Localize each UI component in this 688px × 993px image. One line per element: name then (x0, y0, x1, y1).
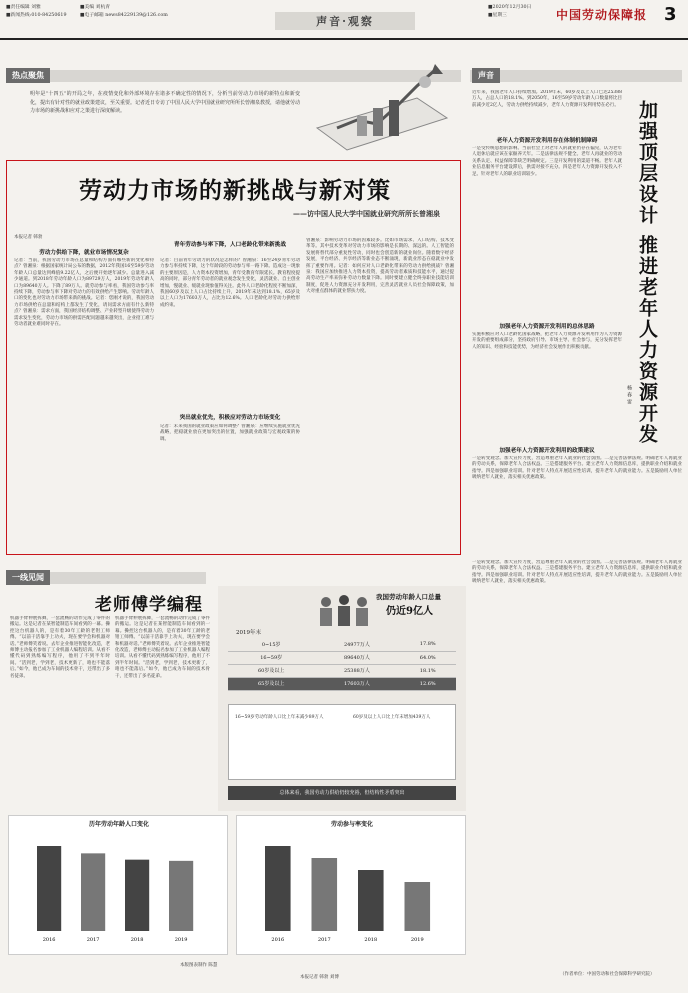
compare-right: 60岁及以上人口比上年末增加439万人 (353, 715, 431, 720)
hot-topic-label: 热点聚焦 (6, 68, 50, 83)
chart-bar (81, 853, 105, 931)
row-label: 65岁及以上 (228, 677, 314, 690)
frontline-label: 一线见闻 (6, 570, 50, 585)
chart-tick-label: 2017 (317, 937, 331, 943)
designer-line: ■美编 刘杭青 (80, 5, 111, 10)
chart-bar (405, 882, 431, 931)
col3-text: 曾湘泉：影响劳动力市场的因素较多。比如市场需求、人口结构、技术变革等。其中技术变革对劳动力市场的影响是长期的、深远的。人工智能的发展将替代部分重复性劳动，同时也会创造新的就业岗位。随着数字经济发展，平台经济、共享经济等新业态不断涌现，新就业形态在稳就业中发挥了重要作用。记者：如何应对人口老龄化带来的劳动力供给挑战？曾湘泉：我国应加快推进人力资本投资，提高劳动者素质和技能水平，通过提高劳动生产率来弥补劳动力数量下降。同时要建立健全终身职业技能培训制度，促进人力资源充分开发利用，完善灵活就业人员社会保障政策，加大对重点群体的就业帮扶力度。 (306, 238, 454, 295)
infographic-title: 我国劳动年龄人口总量 (376, 593, 441, 601)
chart-bar (265, 846, 291, 931)
sound-source: （作者单位：中国劳动和社会保障科学研究院） (560, 972, 655, 977)
sound-h3: 加强老年人力资源开发利用的政策建议 (499, 448, 595, 454)
table-row (228, 638, 456, 651)
chart-left (8, 815, 228, 955)
row-pct: 64.0% (399, 651, 456, 664)
table-row (228, 677, 456, 690)
chart-tick-label: 2016 (42, 937, 56, 943)
row-label: 16~59岁 (228, 651, 314, 664)
row-pct: 18.1% (399, 664, 456, 677)
col2-text-b: 记者：未来我国的就业政策应如何调整？曾湘泉：应继续实施就业优先战略，把稳就业放在更加突出的位置，加强就业政策与宏观政策的协调。 (160, 424, 300, 442)
col1-heading: 劳动力供给下降，就业市场情况复杂 (39, 250, 129, 256)
sound-body2: 实施积极应对人口老龄化国家战略，把老年人力资源开发利用作为人力资源开发的重要组成部分，坚持政府引导、市场主导、社会参与，充分发挥老年人的知识、经验和技能优势，为经济社会发展作出积极贡献。 (472, 332, 622, 350)
chart-bar (37, 846, 61, 931)
col1-text: 记者：当前，我国劳动力市场在总量和结构方面有哪些新的变化和特点？曾湘泉：根据国家统计局公布的数据，2012年我国16至59岁劳动年龄人口总量达到峰值9.22亿人，之后便开始逐年减少。总量进入减少通道。到2018年劳动年龄人口为89729万人，2019年劳动年龄人口为89640万人。下降了89万人。就劳动参与率看，我国劳动参与率持续下降，劳动参与率下降对劳动力的有效供给产生影响。劳动年龄人口的变化也对劳动力市场带来新的挑战。记者：您刚才说的，我国劳动力市场供给在总量和结构上都发生了变化，请问需求方面有什么新特点？曾湘泉：需求方面，我国经济结构调整、产业转型升级使得劳动力需求发生变化，劳动力市场的供需匹配问题越来越突出，企业招工难与劳动者就业难同时存在。 (14, 258, 154, 328)
row-pct: 12.6% (399, 677, 456, 690)
chart-left-svg (17, 834, 221, 949)
newspaper-name: 中国劳动保障报 (556, 8, 648, 22)
email-line: ■电子邮箱 news84229139@126.com (80, 13, 168, 18)
row-value: 89640万人 (314, 651, 399, 664)
chart-right (236, 815, 466, 955)
infographic (218, 586, 466, 811)
age-table (228, 638, 456, 691)
sound-intro: 近年来，我国老年人口持续增加。2019年末，60岁及以上人口已达25388万人，占总人口的18.1%。到2050年，16至59岁劳动年龄人口数量将比目前减少近2亿人，劳动力供给持续减少，老年人力资源开发利用势在必行。 (472, 90, 622, 108)
row-label: 60岁及以上 (228, 664, 314, 677)
footer-left: 本报记者 韩勃 刘博 (300, 975, 339, 980)
frontline-body-col2: 机器手臂伸展挥舞，一套流畅的动作完成了零件的搬运。这是记者在某智能制造车间看到的一幕。操控这台机器人的，是有着30年工龄的老钳工师傅。“以前干活靠手上功夫，现在要学会和机器对话。”老师傅笑着说。去年企业推进智能化改造，老师傅主动报名参加了工业机器人编程培训。从看不懂代码到熟练编写程序，他用了不到半年时间。“活到老，学到老，技术更新了，咱也不能落后。”如今，他已成为车间的技术骨干，还带出了多名徒弟。 (115, 616, 210, 679)
sound-body3-cont: 一是转变观念。加大宣传力度，营造尊重老年人就业的社会氛围。二是完善法律法规。明确老年人再就业的劳动关系，保障老年人合法权益。三是搭建服务平台。建立老年人力资源信息库，提供职业介绍和就业指导。四是加强职业培训。针对老年人特点开展适应性培训，提升老年人的就业能力。五是鼓励用人单位吸纳老年人就业，落实相关优惠政策。 (472, 560, 682, 585)
vertical-author: 杨春雷 (626, 385, 632, 406)
sound-label: 声音 (472, 68, 500, 83)
article-subtitle: ——访中国人民大学中国就业研究所所长曾湘泉 (293, 209, 440, 218)
sound-body3: 一是转变观念。加大宣传力度，营造尊重老年人就业的社会氛围。二是完善法律法规。明确老年人再就业的劳动关系，保障老年人合法权益。三是搭建服务平台。建立老年人力资源信息库，提供职业介绍和就业指导。四是加强职业培训。针对老年人特点开展适应性培训，提升老年人的就业能力。五是鼓励用人单位吸纳老年人就业，落实相关优惠政策。 (472, 456, 682, 481)
table-row (228, 651, 456, 664)
frontline-body-col1: 机器手臂伸展挥舞，一套流畅的动作完成了零件的搬运。这是记者在某智能制造车间看到的一幕。操控这台机器人的，是有着30年工龄的老钳工师傅。“以前干活靠手上功夫，现在要学会和机器对话。”老师傅笑着说。去年企业推进智能化改造，老师傅主动报名参加了工业机器人编程培训。从看不懂代码到熟练编写程序，他用了不到半年时间。“活到老，学到老，技术更新了，咱也不能落后。”如今，他已成为车间的技术骨干，还带出了多名徒弟。 (10, 616, 110, 679)
growth-chart-icon (307, 58, 457, 156)
footer-right: 本版图表制作 陈慧 (180, 963, 218, 968)
row-value: 17603万人 (314, 677, 399, 690)
infographic-title2: 仍近9亿人 (386, 606, 433, 617)
infographic-note: 总体来看，我国劳动力供给仍较充裕，但结构性矛盾突出 (228, 786, 456, 800)
sound-h2: 加强老年人力资源开发利用的总体思路 (499, 324, 595, 330)
editor-line: ■责任编辑 刘雅 (6, 5, 41, 10)
vertical-title: 加强顶层设计 推进老年人力资源开发 (636, 100, 658, 445)
chart-tick-label: 2019 (174, 937, 188, 943)
chart-bar (312, 858, 338, 931)
col2-heading: 青年劳动参与率下降，人口老龄化带来新挑战 (174, 242, 286, 248)
row-label: 0~15岁 (228, 638, 314, 651)
chart-bar (358, 870, 384, 931)
row-value: 24977万人 (314, 638, 399, 651)
sound-bar (470, 70, 682, 82)
chart-tick-label: 2019 (410, 937, 424, 943)
chart-tick-label: 2017 (86, 937, 100, 943)
chart-right-title: 劳动参与率变化 (330, 821, 373, 828)
crowd-icon (314, 590, 374, 630)
table-row (228, 664, 456, 677)
compare-left: 16~59岁劳动年龄人口比上年末减少89万人 (235, 715, 324, 720)
article-byline: 本报记者 韩勃 (14, 235, 43, 240)
col2-text: 记者：目前青年劳动力的状况是怎样的？曾湘泉：16至24岁青年劳动力参与率持续下降，这个年龄段的劳动参与率一路下降。造成这一现象的主要原因是，人力资本投资增加，青年受教育年限延长。教育程度提高的同时，部分青年劳动者的就业观念发生变化，灵活就业、自主创业增加，慢就业、缓就业现象值得关注。此外人口老龄化程度不断加深，我国60岁及以上人口占比持续上升，2019年末达到18.1%，65岁及以上人口为17603万人，占比为12.6%。人口老龄化对劳动力供给形成约束。 (160, 258, 300, 308)
sound-body1: 一是受传统思想的影响。当前社会上对老年人的就业仍存在偏见，认为老年人退休后就应该在家颐养天年。二是法律法规不健全。老年人再就业的劳动关系认定、权益保障等缺乏明确规定。三是开发利用的渠道不畅。老年人就业信息服务平台建设滞后，供需对接不充分。四是老年人力资源开发投入不足。针对老年人的职业培训较少。 (472, 146, 622, 177)
frontline-title: 老师傅学编程 (95, 595, 203, 615)
chart-tick-label: 2018 (364, 937, 378, 943)
chart-left-title: 历年劳动年龄人口变化 (88, 821, 149, 828)
page-header (0, 0, 688, 40)
section-title: 声音·观察 (316, 15, 374, 28)
article-title: 劳动力市场的新挑战与新对策 (79, 177, 391, 204)
phone-line: ■新闻热线:010-84250619 (6, 13, 67, 18)
sound-h1: 老年人力资源开发利用存在体制机制障碍 (496, 138, 598, 144)
chart-right-svg (245, 834, 459, 949)
compare-box (228, 704, 456, 780)
hot-topic-body: 明年是“十四五”的开局之年，在疫情变化和外部环境存在诸多不确定性的情况下，分析当前劳动力市场的新特点和新变化，提出有针对性的就业政策建议，至关重要。记者近日专访了中国人民大学中国就业研究所所长曾湘泉教授，请他就劳动力市场的新挑战和应对之策进行深度解读。 (30, 91, 300, 114)
date-line: ■2020年12月30日 (488, 5, 532, 10)
row-value: 25388万人 (314, 664, 399, 677)
chart-tick-label: 2018 (130, 937, 144, 943)
chart-bar (169, 861, 193, 931)
col2-heading-b: 突出就业优先，积极应对劳动力市场变化 (179, 415, 281, 421)
infographic-subtitle: 2019年末 (236, 630, 261, 636)
chart-bar (125, 860, 149, 931)
hot-topic-illustration (307, 58, 457, 156)
row-pct: 17.8% (399, 638, 456, 651)
chart-tick-label: 2016 (271, 937, 285, 943)
page-number: 3 (664, 4, 677, 25)
weekday-line: ■星期三 (488, 13, 507, 18)
